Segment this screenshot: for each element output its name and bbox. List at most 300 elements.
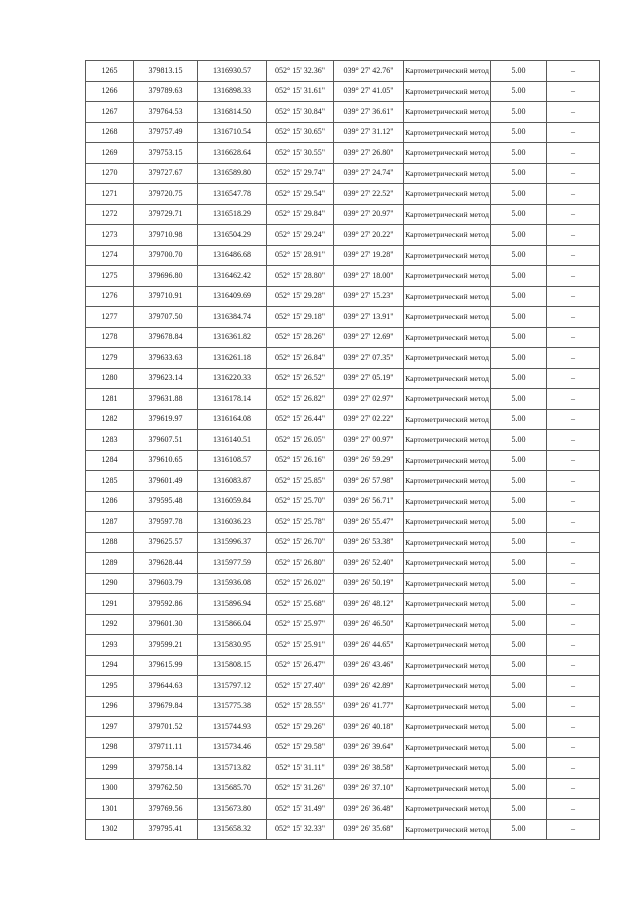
table-row	[86, 635, 600, 656]
point-number-cell: 1273	[86, 225, 134, 246]
latitude-cell: 052° 15' 29.24"	[267, 225, 334, 246]
method-cell: Картометрический метод	[404, 307, 491, 328]
method-cell: Картометрический метод	[404, 655, 491, 676]
point-number-cell: 1294	[86, 655, 134, 676]
y-coordinate-cell: 1316108.57	[198, 450, 267, 471]
y-coordinate-cell: 1315797.12	[198, 676, 267, 697]
longitude-cell: 039° 26' 41.77"	[334, 696, 404, 717]
x-coordinate-cell: 379601.30	[134, 614, 198, 635]
note-cell: –	[547, 122, 600, 143]
latitude-cell: 052° 15' 30.65"	[267, 122, 334, 143]
longitude-cell: 039° 27' 22.52"	[334, 184, 404, 205]
longitude-cell: 039° 26' 39.64"	[334, 737, 404, 758]
x-coordinate-cell: 379701.52	[134, 717, 198, 738]
accuracy-cell: 5.00	[491, 696, 547, 717]
y-coordinate-cell: 1316083.87	[198, 471, 267, 492]
table-row	[86, 184, 600, 205]
method-cell: Картометрический метод	[404, 204, 491, 225]
x-coordinate-cell: 379628.44	[134, 553, 198, 574]
longitude-cell: 039° 27' 24.74"	[334, 163, 404, 184]
table-row	[86, 778, 600, 799]
accuracy-cell: 5.00	[491, 204, 547, 225]
method-cell: Картометрический метод	[404, 532, 491, 553]
point-number-cell: 1292	[86, 614, 134, 635]
method-cell: Картометрический метод	[404, 102, 491, 123]
y-coordinate-cell: 1316384.74	[198, 307, 267, 328]
x-coordinate-cell: 379644.63	[134, 676, 198, 697]
y-coordinate-cell: 1316930.57	[198, 61, 267, 82]
accuracy-cell: 5.00	[491, 450, 547, 471]
note-cell: –	[547, 102, 600, 123]
accuracy-cell: 5.00	[491, 61, 547, 82]
accuracy-cell: 5.00	[491, 758, 547, 779]
x-coordinate-cell: 379813.15	[134, 61, 198, 82]
method-cell: Картометрический метод	[404, 696, 491, 717]
x-coordinate-cell: 379710.91	[134, 286, 198, 307]
point-number-cell: 1282	[86, 409, 134, 430]
y-coordinate-cell: 1315996.37	[198, 532, 267, 553]
x-coordinate-cell: 379795.41	[134, 819, 198, 840]
latitude-cell: 052° 15' 26.44"	[267, 409, 334, 430]
point-number-cell: 1267	[86, 102, 134, 123]
note-cell: –	[547, 553, 600, 574]
table-row	[86, 799, 600, 820]
x-coordinate-cell: 379727.67	[134, 163, 198, 184]
accuracy-cell: 5.00	[491, 102, 547, 123]
table-row	[86, 532, 600, 553]
point-number-cell: 1280	[86, 368, 134, 389]
point-number-cell: 1271	[86, 184, 134, 205]
y-coordinate-cell: 1316486.68	[198, 245, 267, 266]
point-number-cell: 1291	[86, 594, 134, 615]
y-coordinate-cell: 1316898.33	[198, 81, 267, 102]
y-coordinate-cell: 1316140.51	[198, 430, 267, 451]
accuracy-cell: 5.00	[491, 368, 547, 389]
accuracy-cell: 5.00	[491, 614, 547, 635]
table-row	[86, 102, 600, 123]
latitude-cell: 052° 15' 26.84"	[267, 348, 334, 369]
y-coordinate-cell: 1315673.80	[198, 799, 267, 820]
table-row	[86, 409, 600, 430]
method-cell: Картометрический метод	[404, 348, 491, 369]
y-coordinate-cell: 1315896.94	[198, 594, 267, 615]
y-coordinate-cell: 1315830.95	[198, 635, 267, 656]
table-row	[86, 81, 600, 102]
point-number-cell: 1266	[86, 81, 134, 102]
longitude-cell: 039° 27' 02.97"	[334, 389, 404, 410]
longitude-cell: 039° 27' 31.12"	[334, 122, 404, 143]
table-row	[86, 573, 600, 594]
note-cell: –	[547, 307, 600, 328]
note-cell: –	[547, 799, 600, 820]
point-number-cell: 1289	[86, 553, 134, 574]
accuracy-cell: 5.00	[491, 430, 547, 451]
latitude-cell: 052° 15' 29.84"	[267, 204, 334, 225]
note-cell: –	[547, 204, 600, 225]
longitude-cell: 039° 27' 13.91"	[334, 307, 404, 328]
method-cell: Картометрический метод	[404, 450, 491, 471]
accuracy-cell: 5.00	[491, 143, 547, 164]
table-row	[86, 430, 600, 451]
note-cell: –	[547, 717, 600, 738]
accuracy-cell: 5.00	[491, 717, 547, 738]
x-coordinate-cell: 379679.84	[134, 696, 198, 717]
y-coordinate-cell: 1316504.29	[198, 225, 267, 246]
longitude-cell: 039° 27' 42.76"	[334, 61, 404, 82]
longitude-cell: 039° 27' 00.97"	[334, 430, 404, 451]
longitude-cell: 039° 26' 37.10"	[334, 778, 404, 799]
accuracy-cell: 5.00	[491, 81, 547, 102]
table-row	[86, 819, 600, 840]
point-number-cell: 1268	[86, 122, 134, 143]
accuracy-cell: 5.00	[491, 676, 547, 697]
accuracy-cell: 5.00	[491, 778, 547, 799]
latitude-cell: 052° 15' 25.70"	[267, 491, 334, 512]
table-row	[86, 758, 600, 779]
latitude-cell: 052° 15' 31.49"	[267, 799, 334, 820]
table-row	[86, 614, 600, 635]
point-number-cell: 1277	[86, 307, 134, 328]
method-cell: Картометрический метод	[404, 143, 491, 164]
point-number-cell: 1274	[86, 245, 134, 266]
latitude-cell: 052° 15' 26.52"	[267, 368, 334, 389]
y-coordinate-cell: 1315775.38	[198, 696, 267, 717]
table-row	[86, 368, 600, 389]
method-cell: Картометрический метод	[404, 512, 491, 533]
table-row	[86, 512, 600, 533]
longitude-cell: 039° 26' 55.47"	[334, 512, 404, 533]
x-coordinate-cell: 379610.65	[134, 450, 198, 471]
x-coordinate-cell: 379592.86	[134, 594, 198, 615]
y-coordinate-cell: 1315936.08	[198, 573, 267, 594]
y-coordinate-cell: 1316220.33	[198, 368, 267, 389]
longitude-cell: 039° 26' 43.46"	[334, 655, 404, 676]
note-cell: –	[547, 184, 600, 205]
accuracy-cell: 5.00	[491, 655, 547, 676]
x-coordinate-cell: 379789.63	[134, 81, 198, 102]
latitude-cell: 052° 15' 29.26"	[267, 717, 334, 738]
table-row	[86, 655, 600, 676]
method-cell: Картометрический метод	[404, 286, 491, 307]
note-cell: –	[547, 573, 600, 594]
latitude-cell: 052° 15' 25.85"	[267, 471, 334, 492]
x-coordinate-cell: 379619.97	[134, 409, 198, 430]
longitude-cell: 039° 27' 26.80"	[334, 143, 404, 164]
y-coordinate-cell: 1315685.70	[198, 778, 267, 799]
point-number-cell: 1279	[86, 348, 134, 369]
point-number-cell: 1269	[86, 143, 134, 164]
x-coordinate-cell: 379625.57	[134, 532, 198, 553]
longitude-cell: 039° 27' 05.19"	[334, 368, 404, 389]
point-number-cell: 1286	[86, 491, 134, 512]
method-cell: Картометрический метод	[404, 245, 491, 266]
method-cell: Картометрический метод	[404, 122, 491, 143]
latitude-cell: 052° 15' 26.82"	[267, 389, 334, 410]
note-cell: –	[547, 286, 600, 307]
method-cell: Картометрический метод	[404, 266, 491, 287]
latitude-cell: 052° 15' 32.33"	[267, 819, 334, 840]
y-coordinate-cell: 1315744.93	[198, 717, 267, 738]
method-cell: Картометрический метод	[404, 81, 491, 102]
accuracy-cell: 5.00	[491, 532, 547, 553]
method-cell: Картометрический метод	[404, 758, 491, 779]
method-cell: Картометрический метод	[404, 184, 491, 205]
coordinates-table	[85, 60, 600, 840]
method-cell: Картометрический метод	[404, 594, 491, 615]
method-cell: Картометрический метод	[404, 225, 491, 246]
longitude-cell: 039° 26' 56.71"	[334, 491, 404, 512]
method-cell: Картометрический метод	[404, 409, 491, 430]
x-coordinate-cell: 379696.80	[134, 266, 198, 287]
method-cell: Картометрический метод	[404, 717, 491, 738]
coordinates-table-body	[86, 61, 600, 840]
note-cell: –	[547, 430, 600, 451]
longitude-cell: 039° 26' 48.12"	[334, 594, 404, 615]
x-coordinate-cell: 379762.50	[134, 778, 198, 799]
x-coordinate-cell: 379623.14	[134, 368, 198, 389]
latitude-cell: 052° 15' 27.40"	[267, 676, 334, 697]
longitude-cell: 039° 26' 44.65"	[334, 635, 404, 656]
accuracy-cell: 5.00	[491, 573, 547, 594]
method-cell: Картометрический метод	[404, 327, 491, 348]
latitude-cell: 052° 15' 25.78"	[267, 512, 334, 533]
y-coordinate-cell: 1315866.04	[198, 614, 267, 635]
table-row	[86, 286, 600, 307]
accuracy-cell: 5.00	[491, 737, 547, 758]
point-number-cell: 1293	[86, 635, 134, 656]
method-cell: Картометрический метод	[404, 389, 491, 410]
table-row	[86, 491, 600, 512]
note-cell: –	[547, 819, 600, 840]
note-cell: –	[547, 676, 600, 697]
point-number-cell: 1298	[86, 737, 134, 758]
longitude-cell: 039° 26' 46.50"	[334, 614, 404, 635]
y-coordinate-cell: 1316178.14	[198, 389, 267, 410]
y-coordinate-cell: 1316361.82	[198, 327, 267, 348]
x-coordinate-cell: 379599.21	[134, 635, 198, 656]
point-number-cell: 1270	[86, 163, 134, 184]
y-coordinate-cell: 1316036.23	[198, 512, 267, 533]
point-number-cell: 1297	[86, 717, 134, 738]
x-coordinate-cell: 379764.53	[134, 102, 198, 123]
accuracy-cell: 5.00	[491, 327, 547, 348]
point-number-cell: 1295	[86, 676, 134, 697]
latitude-cell: 052° 15' 26.16"	[267, 450, 334, 471]
method-cell: Картометрический метод	[404, 61, 491, 82]
note-cell: –	[547, 696, 600, 717]
accuracy-cell: 5.00	[491, 184, 547, 205]
accuracy-cell: 5.00	[491, 348, 547, 369]
table-row	[86, 676, 600, 697]
y-coordinate-cell: 1315808.15	[198, 655, 267, 676]
latitude-cell: 052° 15' 25.91"	[267, 635, 334, 656]
table-row	[86, 389, 600, 410]
x-coordinate-cell: 379769.56	[134, 799, 198, 820]
x-coordinate-cell: 379595.48	[134, 491, 198, 512]
note-cell: –	[547, 348, 600, 369]
longitude-cell: 039° 26' 59.29"	[334, 450, 404, 471]
point-number-cell: 1285	[86, 471, 134, 492]
method-cell: Картометрический метод	[404, 553, 491, 574]
longitude-cell: 039° 27' 15.23"	[334, 286, 404, 307]
point-number-cell: 1287	[86, 512, 134, 533]
longitude-cell: 039° 26' 36.48"	[334, 799, 404, 820]
accuracy-cell: 5.00	[491, 163, 547, 184]
latitude-cell: 052° 15' 25.97"	[267, 614, 334, 635]
longitude-cell: 039° 27' 07.35"	[334, 348, 404, 369]
latitude-cell: 052° 15' 31.26"	[267, 778, 334, 799]
accuracy-cell: 5.00	[491, 553, 547, 574]
longitude-cell: 039° 27' 20.97"	[334, 204, 404, 225]
note-cell: –	[547, 143, 600, 164]
y-coordinate-cell: 1316710.54	[198, 122, 267, 143]
longitude-cell: 039° 27' 36.61"	[334, 102, 404, 123]
note-cell: –	[547, 389, 600, 410]
y-coordinate-cell: 1315977.59	[198, 553, 267, 574]
table-row	[86, 266, 600, 287]
note-cell: –	[547, 409, 600, 430]
table-row	[86, 307, 600, 328]
table-row	[86, 594, 600, 615]
x-coordinate-cell: 379631.88	[134, 389, 198, 410]
y-coordinate-cell: 1316518.29	[198, 204, 267, 225]
longitude-cell: 039° 26' 40.18"	[334, 717, 404, 738]
y-coordinate-cell: 1316059.84	[198, 491, 267, 512]
latitude-cell: 052° 15' 26.02"	[267, 573, 334, 594]
accuracy-cell: 5.00	[491, 225, 547, 246]
latitude-cell: 052° 15' 26.70"	[267, 532, 334, 553]
point-number-cell: 1300	[86, 778, 134, 799]
x-coordinate-cell: 379597.78	[134, 512, 198, 533]
y-coordinate-cell: 1316164.08	[198, 409, 267, 430]
note-cell: –	[547, 758, 600, 779]
x-coordinate-cell: 379633.63	[134, 348, 198, 369]
x-coordinate-cell: 379720.75	[134, 184, 198, 205]
table-row	[86, 225, 600, 246]
longitude-cell: 039° 27' 41.05"	[334, 81, 404, 102]
x-coordinate-cell: 379607.51	[134, 430, 198, 451]
table-row	[86, 348, 600, 369]
note-cell: –	[547, 61, 600, 82]
note-cell: –	[547, 737, 600, 758]
y-coordinate-cell: 1316589.80	[198, 163, 267, 184]
latitude-cell: 052° 15' 28.80"	[267, 266, 334, 287]
longitude-cell: 039° 26' 52.40"	[334, 553, 404, 574]
point-number-cell: 1283	[86, 430, 134, 451]
note-cell: –	[547, 635, 600, 656]
x-coordinate-cell: 379601.49	[134, 471, 198, 492]
latitude-cell: 052° 15' 25.68"	[267, 594, 334, 615]
note-cell: –	[547, 594, 600, 615]
latitude-cell: 052° 15' 28.55"	[267, 696, 334, 717]
accuracy-cell: 5.00	[491, 819, 547, 840]
longitude-cell: 039° 26' 42.89"	[334, 676, 404, 697]
point-number-cell: 1299	[86, 758, 134, 779]
note-cell: –	[547, 327, 600, 348]
longitude-cell: 039° 26' 35.68"	[334, 819, 404, 840]
latitude-cell: 052° 15' 29.18"	[267, 307, 334, 328]
point-number-cell: 1296	[86, 696, 134, 717]
accuracy-cell: 5.00	[491, 307, 547, 328]
point-number-cell: 1284	[86, 450, 134, 471]
note-cell: –	[547, 655, 600, 676]
table-row	[86, 450, 600, 471]
table-row	[86, 553, 600, 574]
accuracy-cell: 5.00	[491, 122, 547, 143]
accuracy-cell: 5.00	[491, 471, 547, 492]
point-number-cell: 1272	[86, 204, 134, 225]
table-row	[86, 61, 600, 82]
accuracy-cell: 5.00	[491, 389, 547, 410]
accuracy-cell: 5.00	[491, 491, 547, 512]
method-cell: Картометрический метод	[404, 573, 491, 594]
y-coordinate-cell: 1316261.18	[198, 348, 267, 369]
method-cell: Картометрический метод	[404, 471, 491, 492]
x-coordinate-cell: 379753.15	[134, 143, 198, 164]
note-cell: –	[547, 614, 600, 635]
point-number-cell: 1302	[86, 819, 134, 840]
point-number-cell: 1278	[86, 327, 134, 348]
x-coordinate-cell: 379757.49	[134, 122, 198, 143]
table-row	[86, 737, 600, 758]
y-coordinate-cell: 1315734.46	[198, 737, 267, 758]
longitude-cell: 039° 27' 18.00"	[334, 266, 404, 287]
y-coordinate-cell: 1315658.32	[198, 819, 267, 840]
x-coordinate-cell: 379700.70	[134, 245, 198, 266]
table-row	[86, 204, 600, 225]
accuracy-cell: 5.00	[491, 245, 547, 266]
latitude-cell: 052° 15' 26.47"	[267, 655, 334, 676]
table-row	[86, 163, 600, 184]
latitude-cell: 052° 15' 29.74"	[267, 163, 334, 184]
method-cell: Картометрический метод	[404, 614, 491, 635]
longitude-cell: 039° 26' 50.19"	[334, 573, 404, 594]
accuracy-cell: 5.00	[491, 409, 547, 430]
latitude-cell: 052° 15' 31.61"	[267, 81, 334, 102]
method-cell: Картометрический метод	[404, 430, 491, 451]
x-coordinate-cell: 379615.99	[134, 655, 198, 676]
table-row	[86, 696, 600, 717]
y-coordinate-cell: 1315713.82	[198, 758, 267, 779]
point-number-cell: 1290	[86, 573, 134, 594]
latitude-cell: 052° 15' 32.36"	[267, 61, 334, 82]
method-cell: Картометрический метод	[404, 676, 491, 697]
point-number-cell: 1281	[86, 389, 134, 410]
note-cell: –	[547, 450, 600, 471]
note-cell: –	[547, 368, 600, 389]
note-cell: –	[547, 81, 600, 102]
note-cell: –	[547, 512, 600, 533]
note-cell: –	[547, 163, 600, 184]
accuracy-cell: 5.00	[491, 635, 547, 656]
method-cell: Картометрический метод	[404, 737, 491, 758]
method-cell: Картометрический метод	[404, 163, 491, 184]
latitude-cell: 052° 15' 29.28"	[267, 286, 334, 307]
x-coordinate-cell: 379729.71	[134, 204, 198, 225]
latitude-cell: 052° 15' 29.58"	[267, 737, 334, 758]
longitude-cell: 039° 27' 12.69"	[334, 327, 404, 348]
y-coordinate-cell: 1316462.42	[198, 266, 267, 287]
table-row	[86, 143, 600, 164]
latitude-cell: 052° 15' 31.11"	[267, 758, 334, 779]
x-coordinate-cell: 379710.98	[134, 225, 198, 246]
y-coordinate-cell: 1316628.64	[198, 143, 267, 164]
point-number-cell: 1275	[86, 266, 134, 287]
note-cell: –	[547, 245, 600, 266]
latitude-cell: 052° 15' 28.26"	[267, 327, 334, 348]
accuracy-cell: 5.00	[491, 286, 547, 307]
note-cell: –	[547, 225, 600, 246]
